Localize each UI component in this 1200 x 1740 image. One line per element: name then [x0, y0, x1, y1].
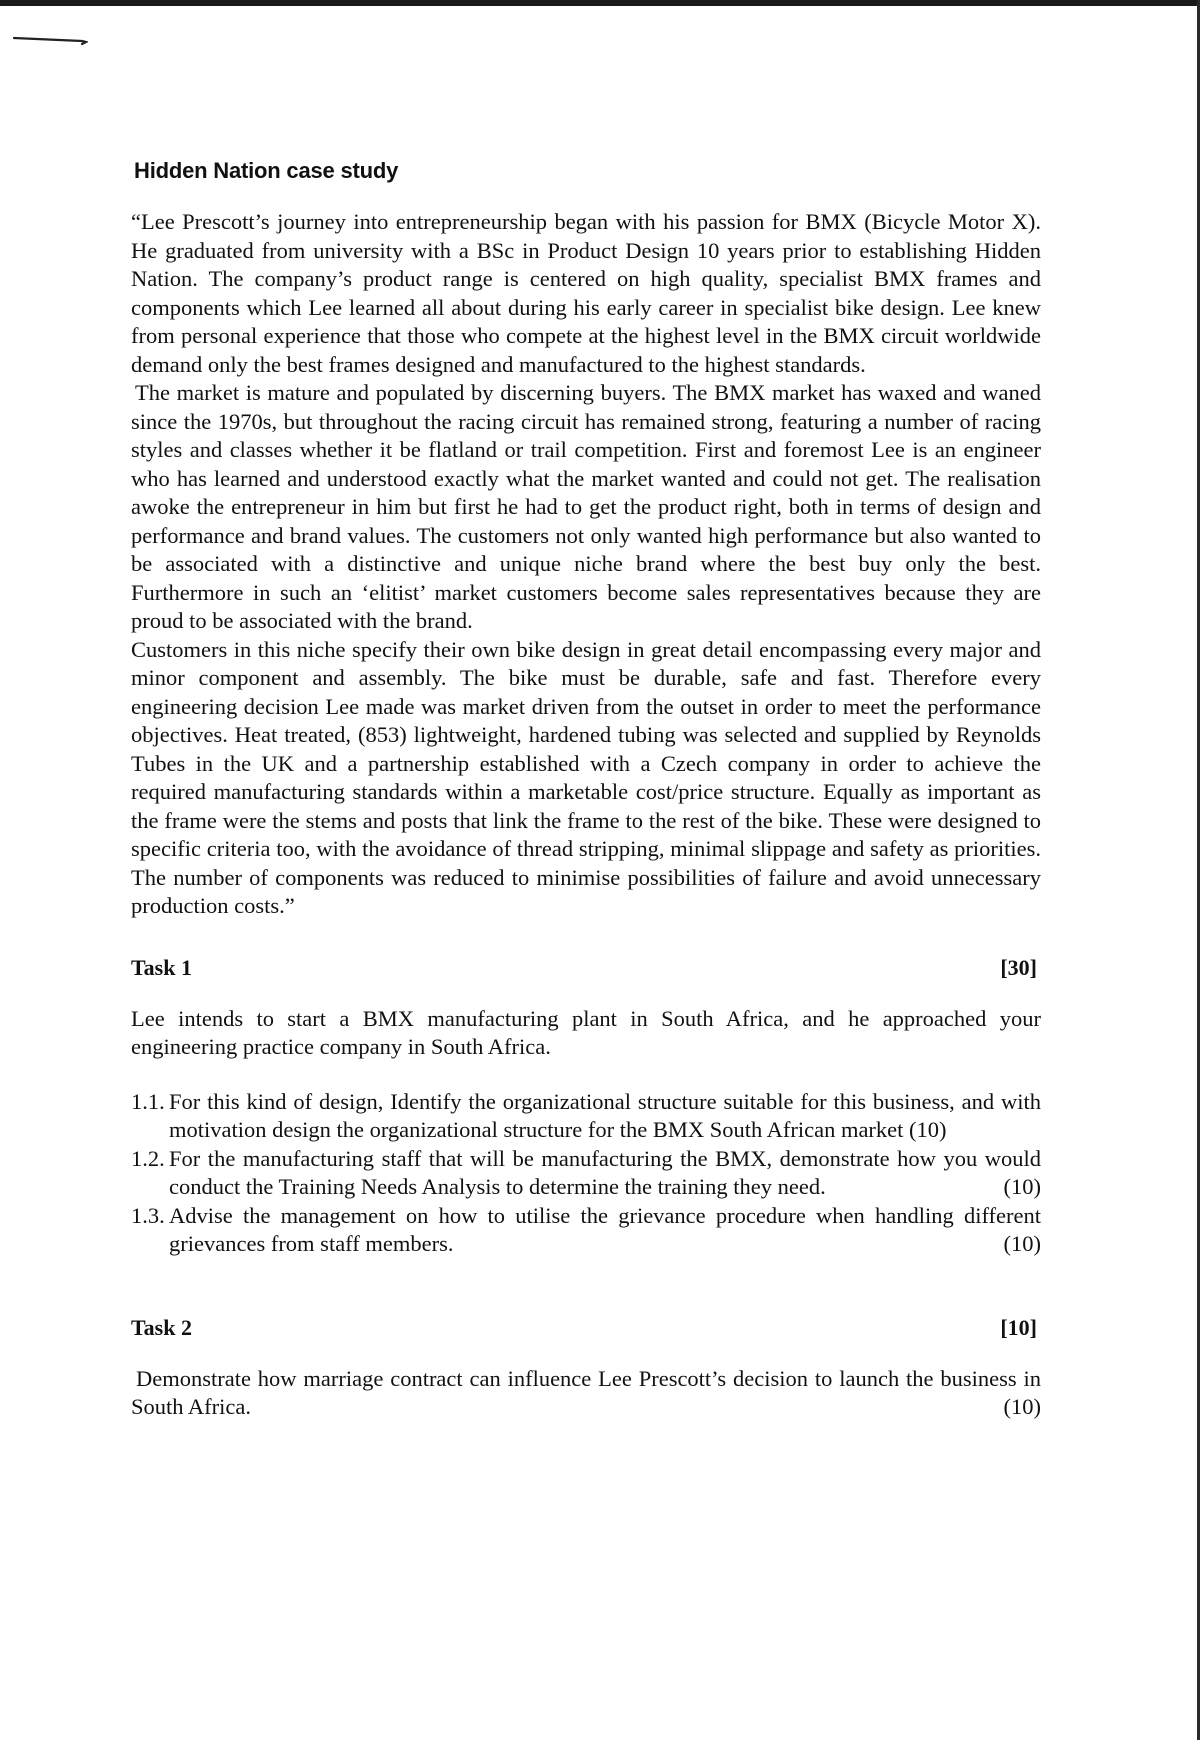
case-paragraph-1: “Lee Prescott’s journey into entrepreneurship began with his passion for BMX (Bicycle Motor X). He graduated from university with a BSc in Product Design 10 years prior to establishing Hidden Nation. The company’s product range is centered on high quality, specialist BMX frames and components which Lee learned all about during his early career in specialist bike design. Lee knew from personal experience that those who compete at the highest level in the BMX circuit worldwide demand only the best frames designed and manufactured to the highest standards.: [131, 209, 1041, 377]
question-number: 1.3.: [131, 1202, 165, 1228]
task-2-text-wrap: [131, 1365, 1041, 1422]
task-1-intro: Lee intends to start a BMX manufacturing plant in South Africa, and he approached your engineering practice company in South Africa.: [131, 1005, 1041, 1059]
question-text: Advise the management on how to utilise the grievance procedure when handling different grievances from staff members.: [169, 1202, 1041, 1256]
question-text: For this kind of design, Identify the organizational structure suitable for this business, and with motivation design the organizational structure for the BMX South African market: [169, 1088, 1041, 1142]
scan-top-edge: [0, 0, 1200, 6]
document-title: Hidden Nation case study: [134, 158, 399, 183]
question-text-wrap: [169, 1088, 1041, 1145]
question-item: [131, 1202, 1041, 1259]
question-text-wrap: [169, 1202, 1041, 1259]
task-1-label: Task 1: [131, 954, 192, 980]
question-marks: (10): [909, 1117, 947, 1142]
task-2-marks: [10]: [1000, 1314, 1037, 1340]
case-study-text: [131, 208, 1041, 921]
pen-mark-icon: [12, 34, 88, 46]
task-1-questions: [131, 1088, 1041, 1259]
question-marks: (10): [1003, 1231, 1041, 1256]
question-marks: (10): [1003, 1174, 1041, 1199]
question-item: [131, 1088, 1041, 1145]
task-1-marks: [30]: [1000, 954, 1037, 980]
question-number: 1.1.: [131, 1088, 165, 1114]
task-2-item-marks: (10): [1003, 1394, 1041, 1419]
task-1-heading: [131, 955, 1041, 981]
task-2-text: Demonstrate how marriage contract can influence Lee Prescott’s decision to launch the business in South Africa.: [131, 1365, 1041, 1419]
question-text: For the manufacturing staff that will be manufacturing the BMX, demonstrate how you would conduct the Training Needs Analysis to determine the training they need.: [169, 1145, 1041, 1199]
case-paragraph-3: Customers in this niche specify their own bike design in great detail encompassing every major and minor component and assembly. The bike must be durable, safe and fast. Therefore every engineering decision Lee made was market driven from the outset in order to meet the performance objectives. Heat treated, (853) lightweight, hardened tubing was selected and supplied by Reynolds Tubes in the UK and a partnership established with a Czech company in order to achieve the required manufacturing standards within a marketable cost/price structure. Equally as important as the frame were the stems and posts that link the frame to the rest of the bike. These were designed to specific criteria too, with the avoidance of thread stripping, minimal slippage and safety as priorities. The number of components was reduced to minimise possibilities of failure and avoid unnecessary production costs.”: [131, 636, 1041, 918]
question-item: [131, 1145, 1041, 1202]
document-page: [131, 158, 1041, 1422]
task-2-label: Task 2: [131, 1314, 192, 1340]
task-2-heading: [131, 1315, 1041, 1341]
question-text-wrap: [169, 1145, 1041, 1202]
case-paragraph-2: The market is mature and populated by discerning buyers. The BMX market has waxed and waned since the 1970s, but throughout the racing circuit has remained strong, featuring a number of racing styles and classes whether it be flatland or trail competition. First and foremost Lee is an engineer who has learned and understood exactly what the market wanted and could not get. The realisation awoke the entrepreneur in him but first he had to get the product right, both in terms of design and performance and brand values. The customers not only wanted high performance but also wanted to be associated with a distinctive and unique niche brand where the best buy only the best. Furthermore in such an ‘elitist’ market customers become sales representatives because they are proud to be associated with the brand.: [131, 380, 1041, 633]
question-number: 1.2.: [131, 1145, 165, 1171]
